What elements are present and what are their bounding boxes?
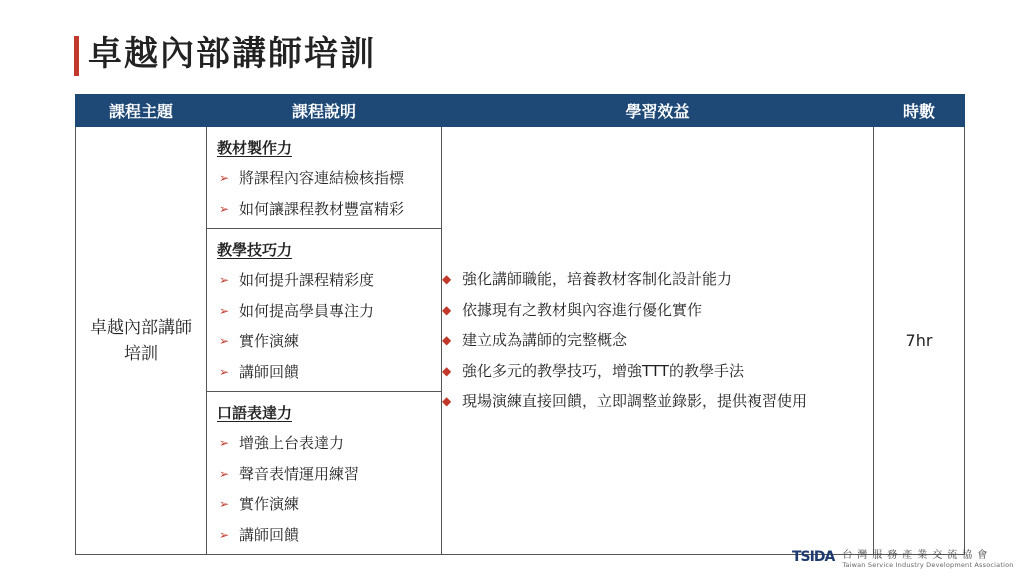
list-item [217,459,441,490]
hours-cell: 7hr [874,127,965,555]
list-item [217,326,441,357]
logo-english-name: Taiwan Service Industry Development Association [842,560,1014,569]
table-row [76,127,965,555]
arrow-bullet-icon: ➢ [219,303,230,318]
list-item-text: 講師回饋 [239,362,300,381]
benefits-cell [442,127,874,555]
diamond-bullet-icon: ◆ [442,394,452,409]
benefit-text: 依據現有之教材與內容進行優化實作 [462,300,703,319]
list-item-text: 如何讓課程教材豐富精彩 [239,199,405,218]
arrow-bullet-icon: ➢ [219,466,230,481]
logo-mark [792,549,834,565]
benefit-item [442,386,873,417]
course-table [75,94,965,555]
description-section [207,127,441,228]
arrow-bullet-icon: ➢ [219,273,230,287]
benefit-item [442,325,873,356]
benefit-text: 建立成為講師的完整概念 [462,331,628,350]
description-section [207,228,441,391]
benefit-item [442,295,873,326]
diamond-bullet-icon: ◆ [442,333,452,348]
benefit-text: 現場演練直接回饋，立即調整並錄影，提供複習使用 [462,392,808,411]
header-description: 課程說明 [207,95,442,127]
header-topic: 課程主題 [76,95,207,127]
list-item-text: 增強上台表達力 [239,434,345,452]
section-title: 口語表達力 [217,404,293,422]
list-item [217,296,441,327]
diamond-bullet-icon: ◆ [442,272,452,287]
arrow-bullet-icon: ➢ [219,527,230,542]
diamond-bullet-icon: ◆ [442,302,452,317]
list-item-text: 如何提高學員專注力 [239,301,375,320]
list-item [217,520,441,551]
section-title: 教材製作力 [217,139,293,157]
header-benefits: 學習效益 [442,95,874,127]
arrow-bullet-icon: ➢ [219,436,230,450]
list-item [217,163,441,194]
diamond-bullet-icon: ◆ [442,363,452,378]
arrow-bullet-icon: ➢ [219,497,230,511]
arrow-bullet-icon: ➢ [219,334,230,348]
arrow-bullet-icon: ➢ [219,201,230,216]
list-item-text: 如何提升課程精彩度 [239,271,375,289]
list-item [217,489,441,520]
description-cell [207,127,442,555]
benefit-text: 強化多元的教學技巧，增強TTT的教學手法 [462,361,744,380]
association-logo [792,542,1014,572]
list-item-text: 將課程內容連結檢核指標 [239,169,405,187]
list-item [217,428,441,459]
logo-mark-text: TSIDA [792,549,835,565]
logo-chinese-name: 台灣服務產業交流協會 [842,549,993,561]
header-hours: 時數 [874,95,965,127]
page-title: 卓越內部講師培訓 [88,34,376,74]
list-item-text: 實作演練 [239,495,300,513]
benefit-item [442,264,873,295]
list-item-text: 講師回饋 [239,525,300,544]
benefit-item [442,356,873,387]
list-item-text: 聲音表情運用練習 [239,464,360,483]
topic-cell: 卓越內部講師培訓 [76,127,207,555]
arrow-bullet-icon: ➢ [219,364,230,379]
arrow-bullet-icon: ➢ [219,171,230,185]
title-accent-bar [74,36,79,76]
list-item [217,194,441,225]
list-item [217,357,441,388]
list-item-text: 實作演練 [239,332,300,350]
table-header-row [76,95,965,127]
description-section [207,391,441,554]
section-title: 教學技巧力 [217,241,293,259]
list-item [217,265,441,296]
benefit-text: 強化講師職能，培養教材客制化設計能力 [462,270,733,289]
